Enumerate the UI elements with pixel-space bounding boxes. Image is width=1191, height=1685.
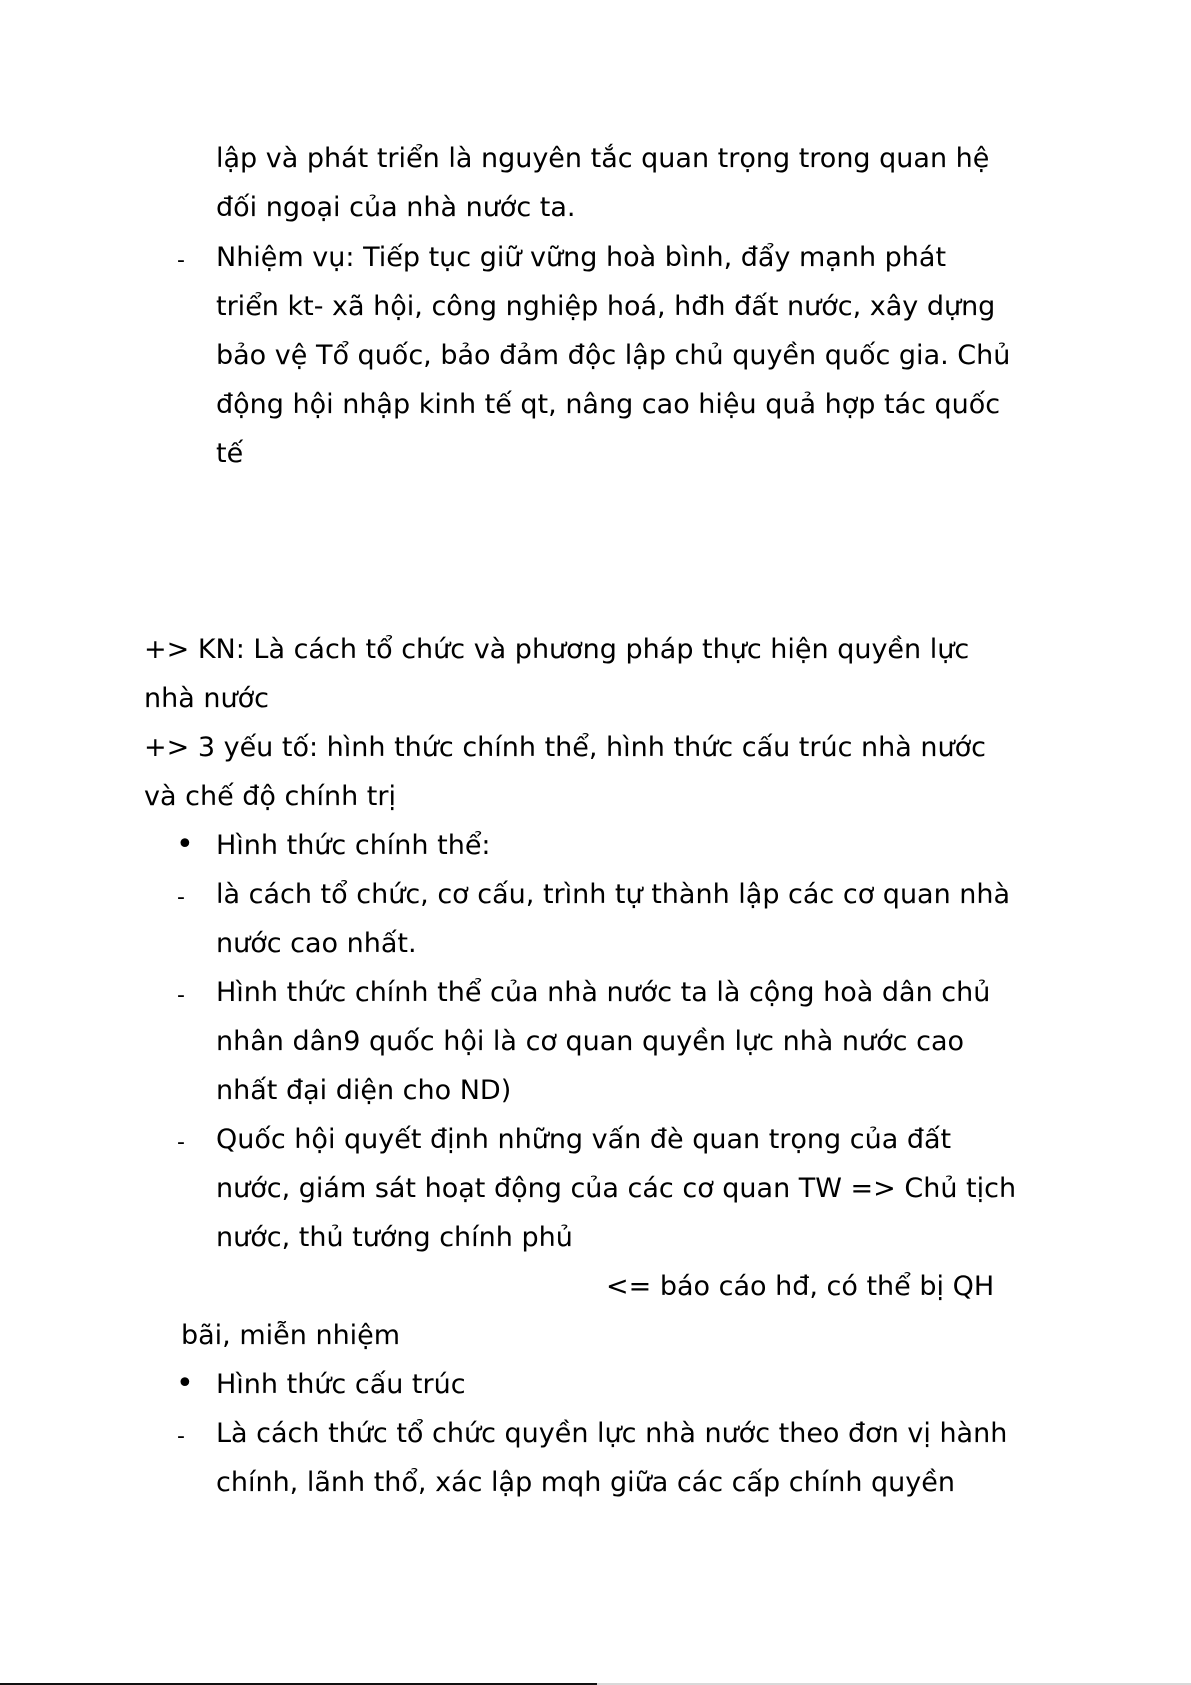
list-item-text: bảo vệ Tổ quốc, bảo đảm độc lập chủ quyền quốc gia. Chủ	[216, 340, 1011, 371]
list-item-text: chính, lãnh thổ, xác lập mqh giữa các cấp chính quyền	[216, 1467, 955, 1498]
list-item-text: Hình thức cấu trúc	[216, 1369, 466, 1400]
list-bullet-marker: •	[176, 827, 194, 862]
list-item-text: triển kt- xã hội, công nghiệp hoá, hđh đất nước, xây dựng	[216, 291, 996, 322]
list-item-text: nước, thủ tướng chính phủ	[216, 1222, 573, 1253]
text-line: đối ngoại của nhà nước ta.	[216, 192, 576, 223]
list-item-text: nước cao nhất.	[216, 928, 417, 959]
list-item-text: Là cách thức tổ chức quyền lực nhà nước theo đơn vị hành	[216, 1418, 1008, 1449]
text-line: +> 3 yếu tố: hình thức chính thể, hình thức cấu trúc nhà nước	[144, 732, 986, 763]
text-line: nhà nước	[144, 683, 269, 714]
list-item-text: tế	[216, 438, 244, 469]
list-item-text: Hình thức chính thể:	[216, 830, 491, 861]
list-item-text: Hình thức chính thể của nhà nước ta là cộng hoà dân chủ	[216, 977, 991, 1008]
list-item-text: Quốc hội quyết định những vấn đè quan trọng của đất	[216, 1124, 952, 1155]
list-dash-marker: -	[177, 983, 185, 1008]
list-item-text: nhân dân9 quốc hội là cơ quan quyền lực nhà nước cao	[216, 1026, 965, 1057]
text-line: <= báo cáo hđ, có thể bị QH	[606, 1271, 995, 1302]
list-dash-marker: -	[177, 248, 185, 273]
list-dash-marker: -	[177, 1424, 185, 1449]
list-item-text: nhất đại diện cho ND)	[216, 1075, 512, 1106]
list-item-text: động hội nhập kinh tế qt, nâng cao hiệu quả hợp tác quốc	[216, 389, 1001, 420]
text-line: và chế độ chính trị	[144, 781, 396, 812]
list-item-text: Nhiệm vụ: Tiếp tục giữ vững hoà bình, đẩy mạnh phát	[216, 242, 947, 273]
list-dash-marker: -	[177, 1130, 185, 1155]
list-bullet-marker: •	[176, 1366, 194, 1401]
list-item-text: là cách tổ chức, cơ cấu, trình tự thành lập các cơ quan nhà	[216, 879, 1011, 910]
text-line: +> KN: Là cách tổ chức và phương pháp thực hiện quyền lực	[144, 634, 970, 665]
list-dash-marker: -	[177, 885, 185, 910]
text-line: bãi, miễn nhiệm	[181, 1320, 401, 1351]
list-item-text: nước, giám sát hoạt động của các cơ quan TW => Chủ tịch	[216, 1173, 1017, 1204]
text-line: lập và phát triển là nguyên tắc quan trọng trong quan hệ	[216, 143, 990, 174]
